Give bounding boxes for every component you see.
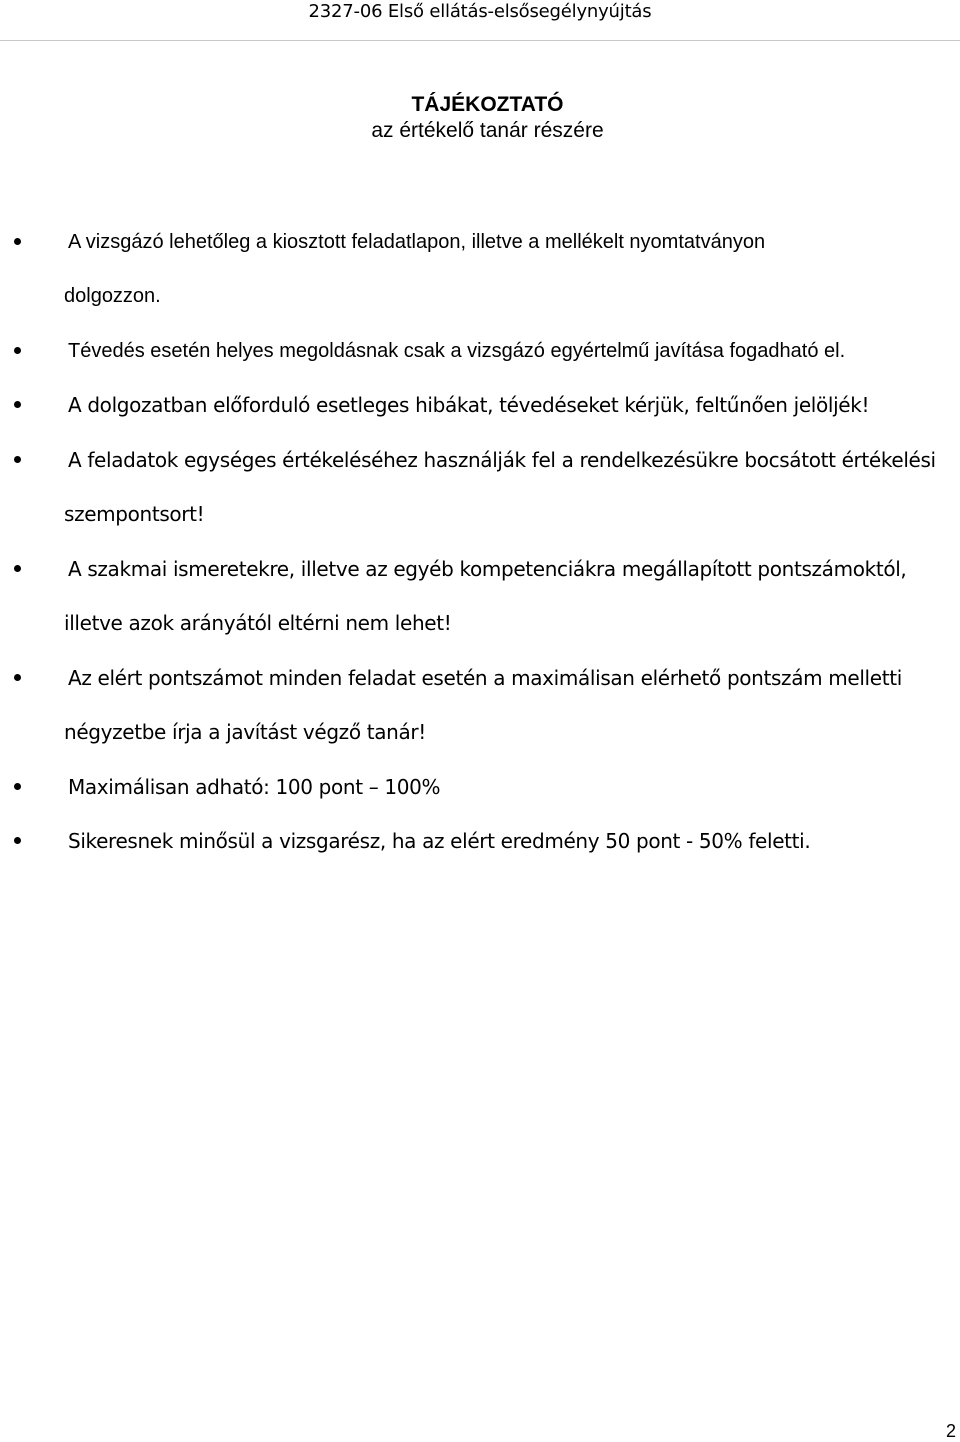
list-item-line1: Sikeresnek minősül a vizsgarész, ha az elért eredmény 50 pont - 50% feletti. (68, 829, 811, 853)
list-item-line2: négyzetbe írja a javítást végző tanár! (64, 720, 426, 744)
bullet-icon (12, 672, 24, 684)
page-number: 2 (945, 1421, 956, 1441)
document-subtitle: az értékelő tanár részére (371, 119, 604, 142)
bullet-icon (12, 345, 24, 357)
document-title: TÁJÉKOZTATÓ (411, 93, 564, 116)
bullet-icon (12, 454, 24, 466)
bullet-icon (12, 563, 24, 575)
list-item-line1: A szakmai ismeretekre, illetve az egyéb kompetenciákra megállapított pontszámoktól, (68, 557, 907, 581)
title-block (0, 92, 960, 144)
list-item-line2: dolgozzon. (64, 285, 161, 307)
page-header (0, 0, 960, 41)
bullet-icon (12, 835, 24, 847)
bullet-icon (12, 236, 24, 248)
list-item-line1: A feladatok egységes értékeléséhez használják fel a rendelkezésükre bocsátott értékelési (68, 448, 936, 472)
header-title: 2327-06 Első ellátás-elsősegélynyújtás (308, 1, 652, 22)
list-item-line1: A dolgozatban előforduló esetleges hibákat, tévedéseket kérjük, feltűnően jelöljék! (68, 393, 870, 417)
list-item-line1: Maximálisan adható: 100 pont – 100% (68, 775, 441, 799)
list-item-line1: A vizsgázó lehetőleg a kiosztott feladatlapon, illetve a mellékelt nyomtatványon (68, 231, 766, 253)
list-item-line2: szempontsort! (64, 502, 205, 526)
bullet-icon (12, 399, 24, 411)
bullet-icon (12, 781, 24, 793)
list-item-line2: illetve azok arányától eltérni nem lehet! (64, 611, 452, 635)
list-item-line1: Tévedés esetén helyes megoldásnak csak a vizsgázó egyértelmű javítása fogadható el. (68, 340, 846, 362)
list-item-line1: Az elért pontszámot minden feladat esetén a maximálisan elérhető pontszám melletti (68, 666, 902, 690)
